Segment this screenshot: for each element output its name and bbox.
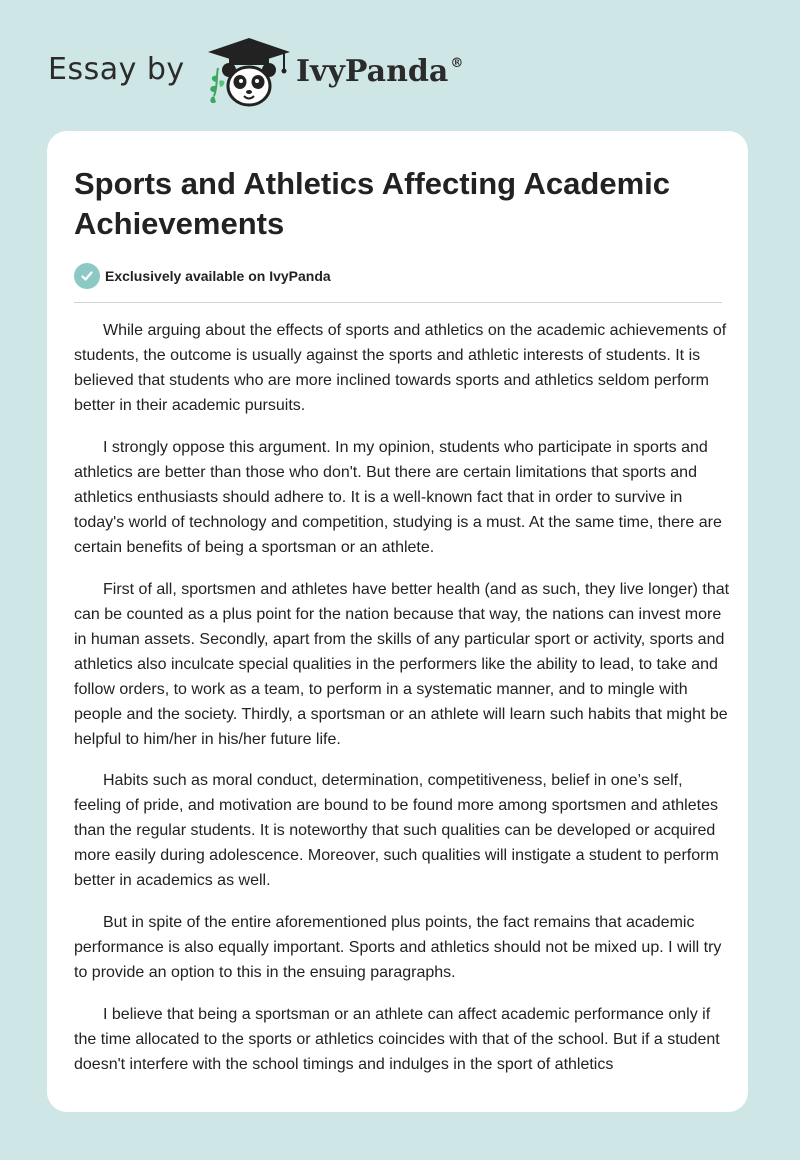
paragraph: But in spite of the entire aforementioned plus points, the fact remains that academic performance is also equally important. Sports and athletics should not be mixed up. I will try to provide an option to this in the ensuing paragraphs. xyxy=(74,914,722,982)
divider xyxy=(74,302,722,303)
ivypanda-logo-icon[interactable] xyxy=(204,36,294,108)
paragraph: I believe that being a sportsman or an athlete can affect academic performance only if the time allocated to the sports or athletics coincides with that of the school. But if a student doesn't interfere with the school timings and indulges in the sport of athletics xyxy=(74,1005,720,1073)
paragraph: First of all, sportsmen and athletes have better health (and as such, they live longer) that can be counted as a plus point for the nation because that way, the nations can invest more in human assets. Secondly, apart from the skills of any particular sport or activity, sports and athletics also inculcate special qualities in the performers like the ability to lead, to take and follow orders, to work as a team, to perform in a systematic manner, and to mingle with people and the society. Thirdly, a sportsman or an athlete will learn such habits that might be helpful to him/her in his/her future life. xyxy=(74,580,730,748)
page-title: Sports and Athletics Affecting Academic Achievements xyxy=(74,166,670,241)
brand-name[interactable]: IvyPanda ® xyxy=(296,54,464,89)
exclusive-badge-label: Exclusively available on IvyPanda xyxy=(105,268,331,284)
essay-body xyxy=(74,318,734,1094)
paragraph: While arguing about the effects of sports and athletics on the academic achievements of students, the outcome is usually against the sports and athletic interests of students. It is believed that students who are more inclined towards sports and athletics seldom perform better in their academic pursuits. xyxy=(74,322,727,414)
site-header xyxy=(48,36,548,108)
registered-mark: ® xyxy=(450,56,464,71)
essay-card xyxy=(47,131,748,1112)
exclusive-badge xyxy=(74,263,331,289)
paragraph: I strongly oppose this argument. In my opinion, students who participate in sports and athletics are better than those who don't. But there are certain limitations that sports and athletics enthusiasts should adhere to. It is a well-known fact that in order to survive in today's world of technology and competition, studying is a must. At the same time, there are certain benefits of being a sportsman or an athlete. xyxy=(74,438,722,556)
paragraph: Habits such as moral conduct, determination, competitiveness, belief in one’s self, feeling of pride, and motivation are bound to be found more among sportsmen and athletes than the regular students. It is noteworthy that such qualities can be developed or acquired more easily during adolescence. Moreover, such qualities will instigate a student to perform better in academics as well. xyxy=(74,772,719,890)
check-circle-icon xyxy=(74,263,100,289)
essay-by-label: Essay by xyxy=(48,52,185,87)
